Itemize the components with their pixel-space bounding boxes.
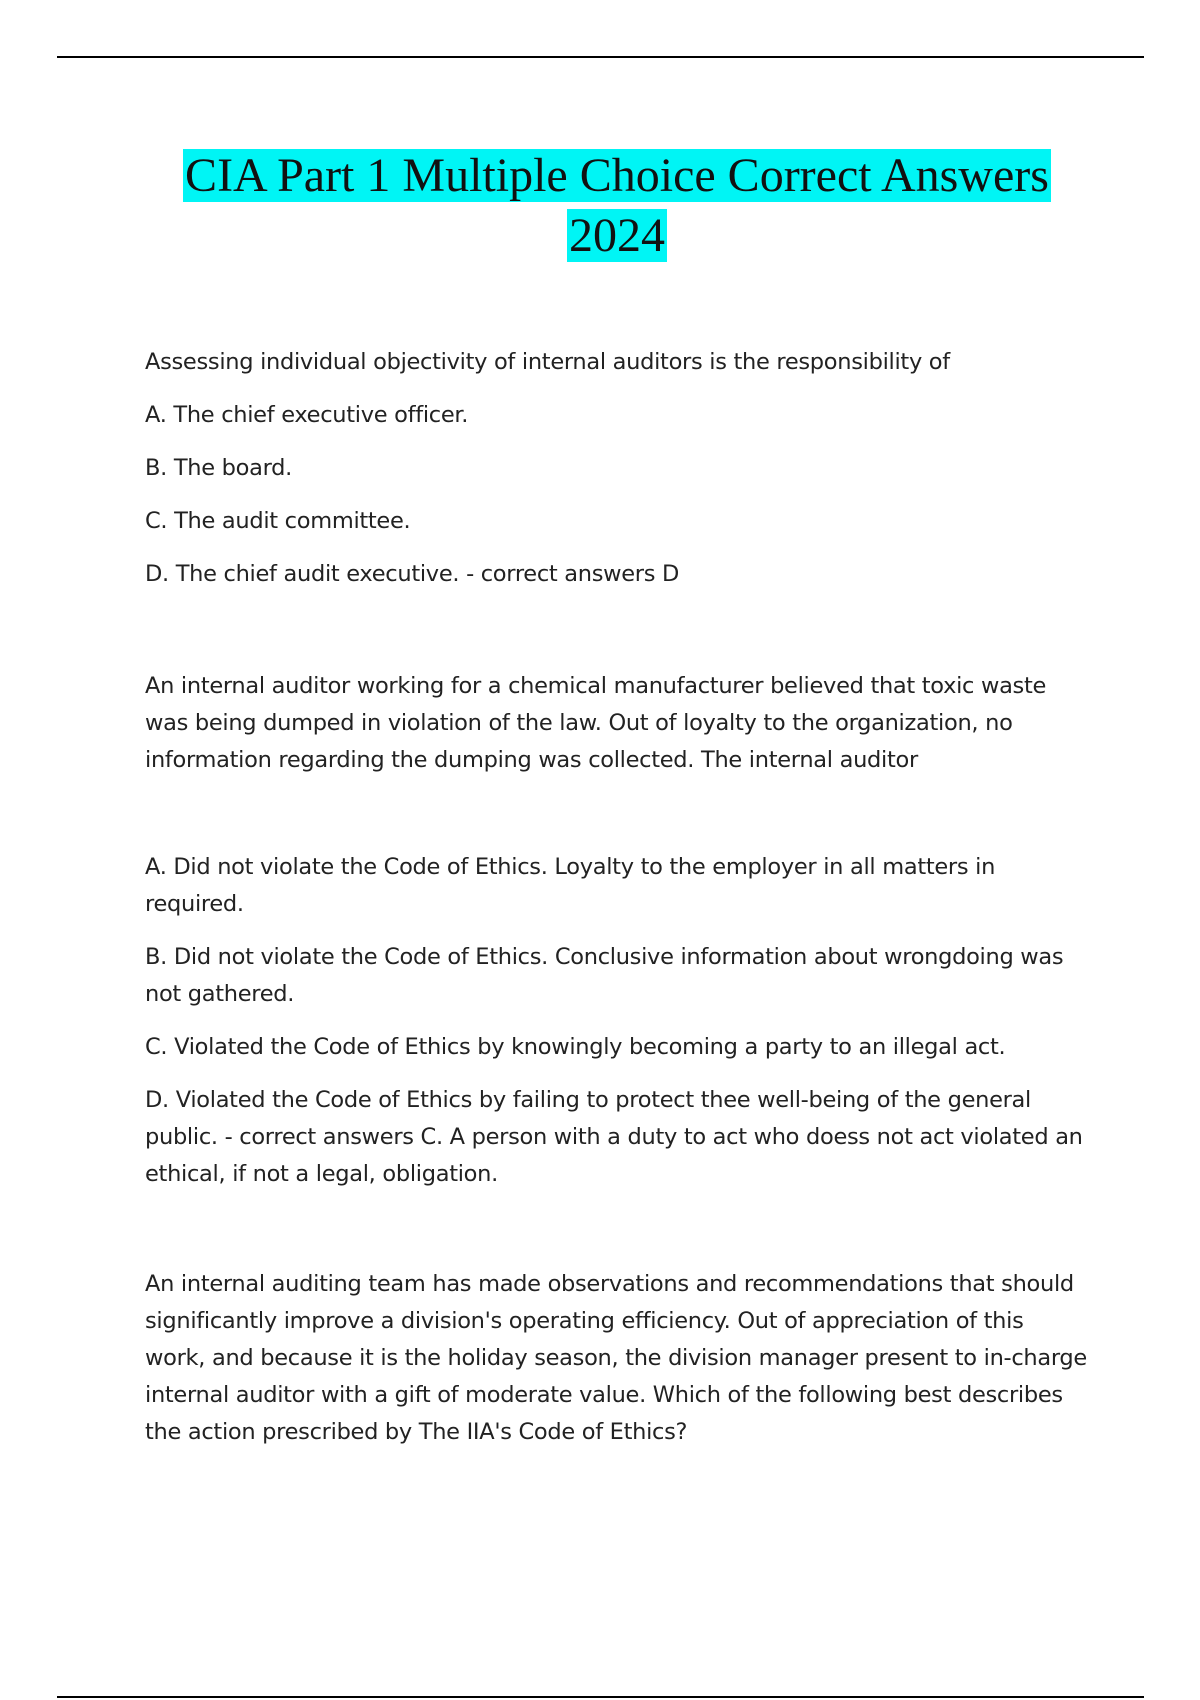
question-1-option-a: A. The chief executive officer. bbox=[145, 402, 469, 428]
question-2 bbox=[145, 668, 1090, 779]
bottom-rule bbox=[57, 1696, 1144, 1698]
question-2-option-b: B. Did not violate the Code of Ethics. Conclusive information about wrongdoing was not gathered. bbox=[145, 944, 1064, 1007]
top-rule bbox=[57, 56, 1144, 58]
question-3 bbox=[145, 1266, 1090, 1451]
question-2-option-d: D. Violated the Code of Ethics by failing to protect thee well-being of the general public. - correct answers C. A person with a duty to act who doess not act violated an ethical, if not a legal, obligation. bbox=[145, 1087, 1083, 1187]
title-line-1: CIA Part 1 Multiple Choice Correct Answers bbox=[185, 149, 1049, 202]
title-line-2: 2024 bbox=[569, 209, 665, 262]
question-1-option-b: B. The board. bbox=[145, 455, 292, 481]
page-title bbox=[145, 146, 1089, 266]
question-2-options bbox=[145, 849, 1090, 1193]
question-2-stem: An internal auditor working for a chemical manufacturer believed that toxic waste was being dumped in violation of the law. Out of loyalty to the organization, no information regarding the dumping was collected. The internal auditor bbox=[145, 673, 1047, 773]
question-2-option-a: A. Did not violate the Code of Ethics. Loyalty to the employer in all matters in required. bbox=[145, 854, 996, 917]
question-1 bbox=[145, 344, 1090, 593]
question-1-option-c: C. The audit committee. bbox=[145, 508, 411, 534]
question-3-stem: An internal auditing team has made observations and recommendations that should significantly improve a division's operating efficiency. Out of appreciation of this work, and because it is the holiday season, the division manager present to in-charge internal auditor with a gift of moderate value. Which of the following best describes the action prescribed by The IIA's Code of Ethics? bbox=[145, 1271, 1087, 1445]
question-1-stem: Assessing individual objectivity of internal auditors is the responsibility of bbox=[145, 349, 950, 375]
question-1-option-d: D. The chief audit executive. - correct answers D bbox=[145, 561, 680, 587]
question-2-option-c: C. Violated the Code of Ethics by knowingly becoming a party to an illegal act. bbox=[145, 1034, 1006, 1060]
